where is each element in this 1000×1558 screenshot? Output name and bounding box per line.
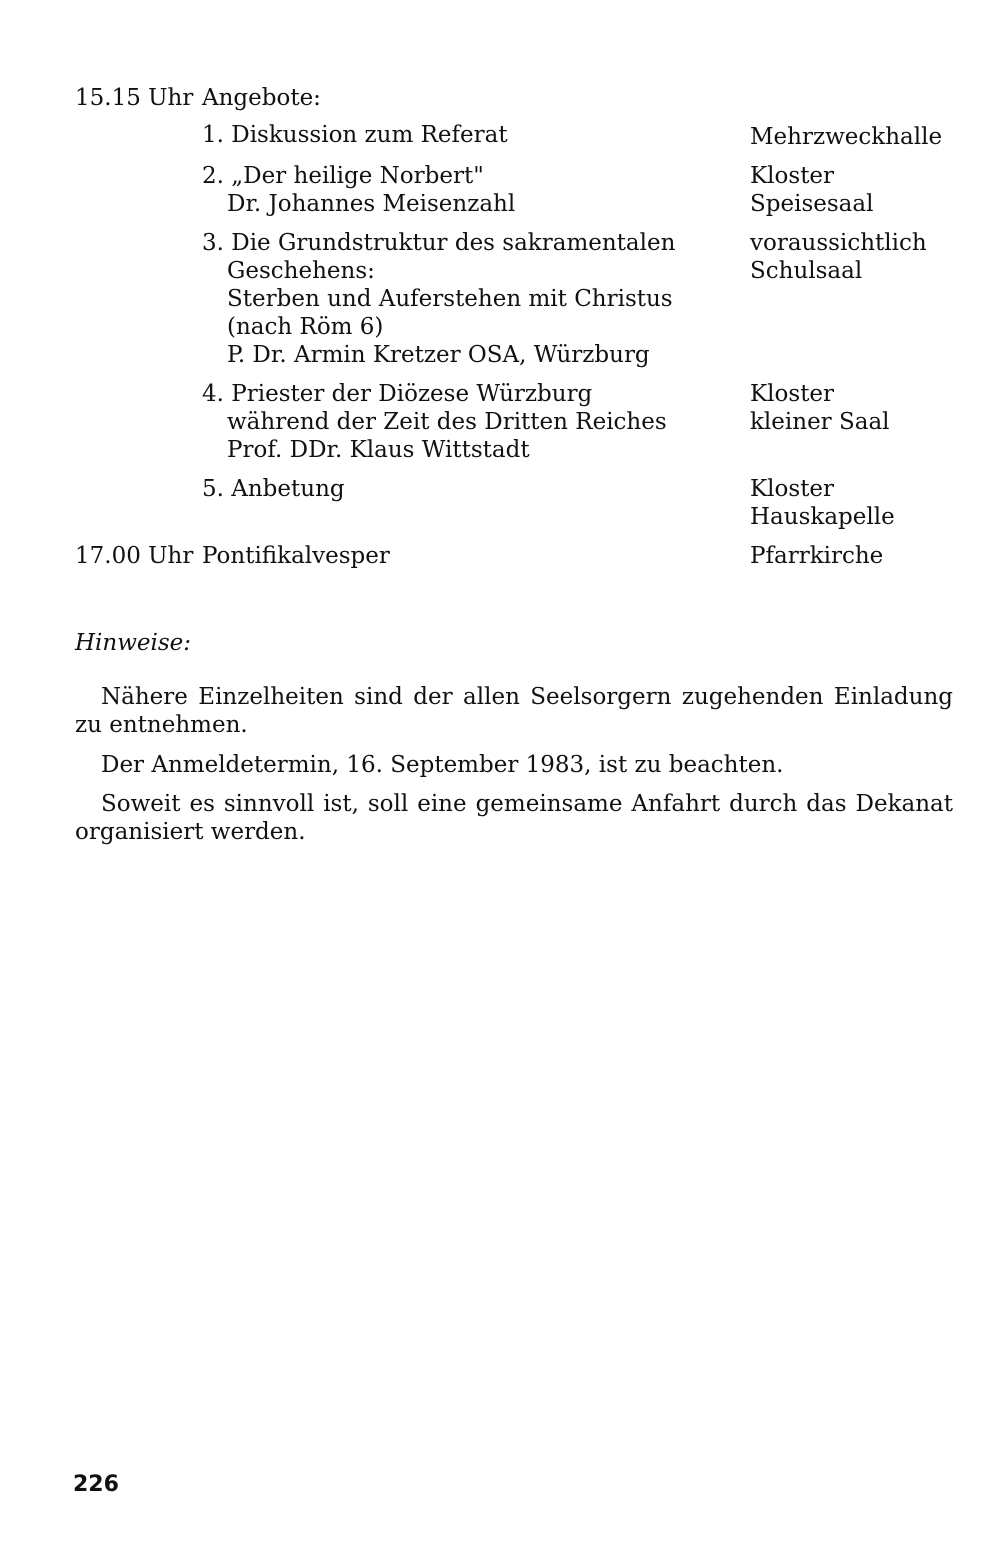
time-label: 17.00 Uhr	[75, 543, 194, 569]
page-number: 226	[73, 1472, 119, 1497]
item-line: Geschehens:	[227, 258, 375, 284]
item-line: 1. Diskussion zum Referat	[202, 122, 508, 148]
schedule-item-4	[202, 380, 667, 464]
notes-title: Hinweise:	[75, 630, 192, 656]
schedule-item-3	[202, 229, 675, 369]
location-line: Speisesaal	[750, 191, 874, 217]
item-5-location	[750, 475, 895, 531]
section-heading: Angebote:	[202, 85, 321, 111]
item-line: P. Dr. Armin Kretzer OSA, Würzburg	[227, 342, 650, 368]
item-line: 2. „Der heilige Norbert"	[202, 163, 484, 189]
item-3-location	[750, 229, 927, 285]
item-line: 4. Priester der Diözese Würzburg	[202, 381, 593, 407]
item-line: Dr. Johannes Meisenzahl	[227, 191, 516, 217]
item-line: Prof. DDr. Klaus Wittstadt	[227, 437, 530, 463]
item-1-location	[750, 123, 942, 151]
notes-paragraph-2: Der Anmeldetermin, 16. September 1983, ist zu beachten.	[101, 752, 784, 778]
location-line: Kloster	[750, 163, 835, 189]
item-4-location	[750, 380, 890, 436]
notes-paragraph-1: Nähere Einzelheiten sind der allen Seelsorgern zugehenden Einladung zu entnehmen.	[75, 684, 953, 738]
location-line: Kloster	[750, 476, 835, 502]
location-line: voraussichtlich	[750, 230, 927, 256]
location-line: kleiner Saal	[750, 409, 890, 435]
item-line: während der Zeit des Dritten Reiches	[227, 409, 667, 435]
location-line: Kloster	[750, 381, 835, 407]
schedule-item-5	[202, 475, 345, 503]
item-line: Sterben und Auferstehen mit Christus	[227, 286, 673, 312]
item-line: 3. Die Grundstruktur des sakramentalen	[202, 230, 676, 256]
time-label: 15.15 Uhr	[75, 85, 194, 111]
location-line: Hauskapelle	[750, 504, 895, 530]
notes-paragraph-3: Soweit es sinnvoll ist, soll eine gemeinsame Anfahrt durch das Dekanat organisiert werden.	[75, 791, 953, 845]
location-line: Schulsaal	[750, 258, 863, 284]
section-heading: Pontifikalvesper	[202, 543, 390, 569]
item-line: 5. Anbetung	[202, 476, 345, 502]
item-2-location	[750, 162, 873, 218]
location-line: Mehrzweckhalle	[750, 124, 943, 150]
location-line: Pfarrkirche	[750, 543, 884, 569]
schedule-item-1	[202, 121, 508, 149]
item-line: (nach Röm 6)	[227, 314, 384, 340]
schedule-item-2	[202, 162, 515, 218]
